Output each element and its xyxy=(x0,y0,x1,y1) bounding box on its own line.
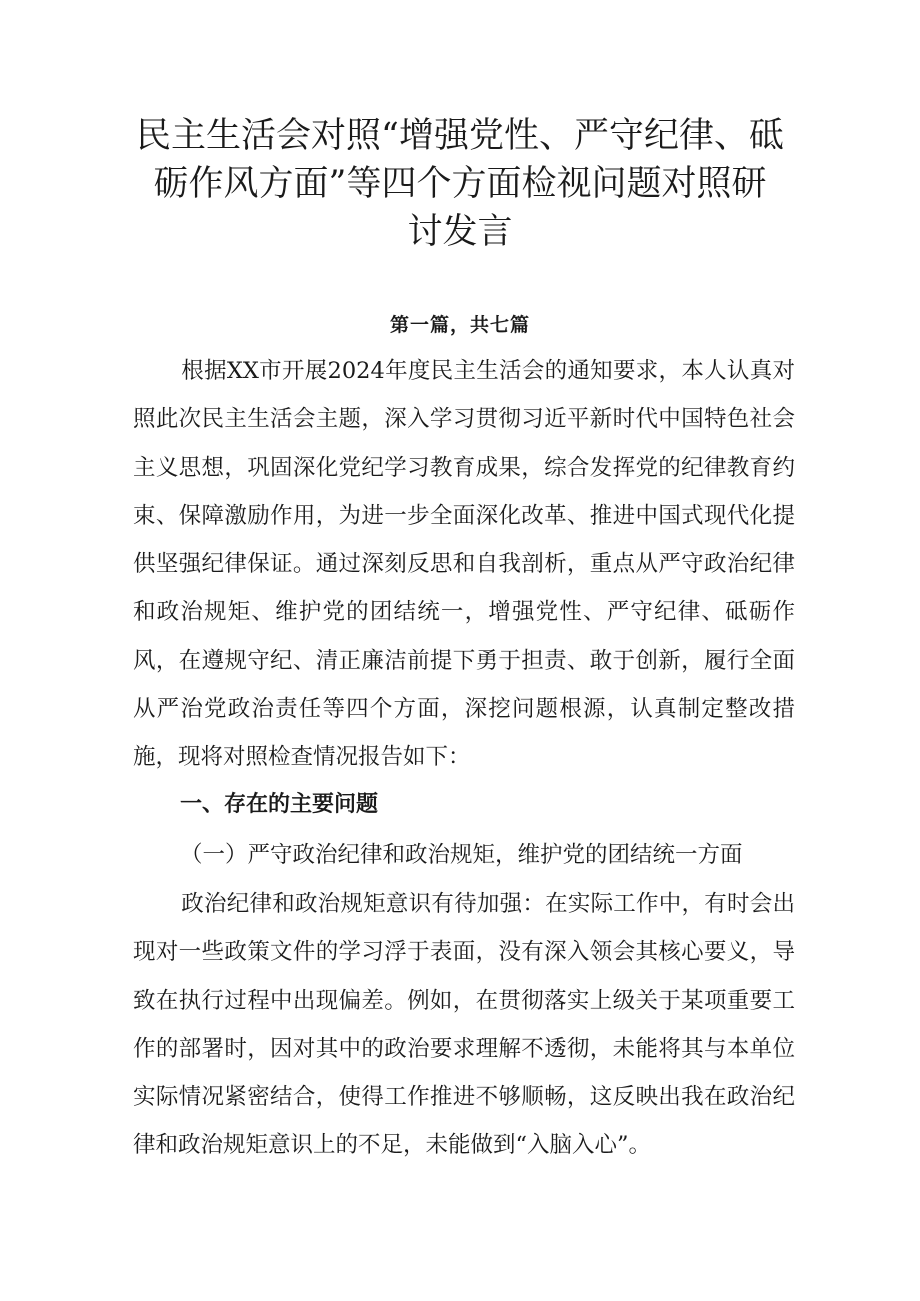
body-paragraph-text: 政治纪律和政治规矩意识有待加强：在实际工作中，有时会出现对一些政策文件的学习浮于表面，没有深入领会其核心要义，导致在执行过程中出现偏差。例如，在贯彻落实上级关于某项重要工作的部署时，因对其中的政治要求理解不透彻，未能将其与本单位实际情况紧密结合，使得工作推进不够顺畅，这反映出我在政治纪律和政治规矩意识上的不足，未能做到“入脑入心”。 xyxy=(133,891,795,1159)
intro-paragraph xyxy=(133,347,795,782)
title-line-1: 民主生活会对照“增强党性、严守纪律、砥 xyxy=(136,116,784,156)
section-heading: 一、存在的主要问题 xyxy=(180,792,379,817)
intro-paragraph-text: 根据XX市开展2024年度民主生活会的通知要求，本人认真对照此次民主生活会主题，深入学习贯彻习近平新时代中国特色社会主义思想，巩固深化党纪学习教育成果，综合发挥党的纪律教育约束、保障激励作用，为进一步全面深化改革、推进中国式现代化提供坚强纪律保证。通过深刻反思和自我剖析，重点从严守政治纪律和政治规矩、维护党的团结统一，增强党性、严守纪律、砥砺作风，在遵规守纪、清正廉洁前提下勇于担责、敢于创新，履行全面从严治党政治责任等四个方面，深挖问题根源，认真制定整改措施，现将对照检查情况报告如下： xyxy=(133,358,795,771)
body-paragraph xyxy=(133,880,795,1170)
title-line-3: 讨发言 xyxy=(407,212,513,252)
title-line-2: 砺作风方面”等四个方面检视问题对照研 xyxy=(153,164,767,204)
document-subtitle: 第一篇，共七篇 xyxy=(389,314,530,336)
document-title xyxy=(130,112,790,256)
subsection-heading: （一）严守政治纪律和政治规矩，维护党的团结统一方面 xyxy=(180,842,743,868)
